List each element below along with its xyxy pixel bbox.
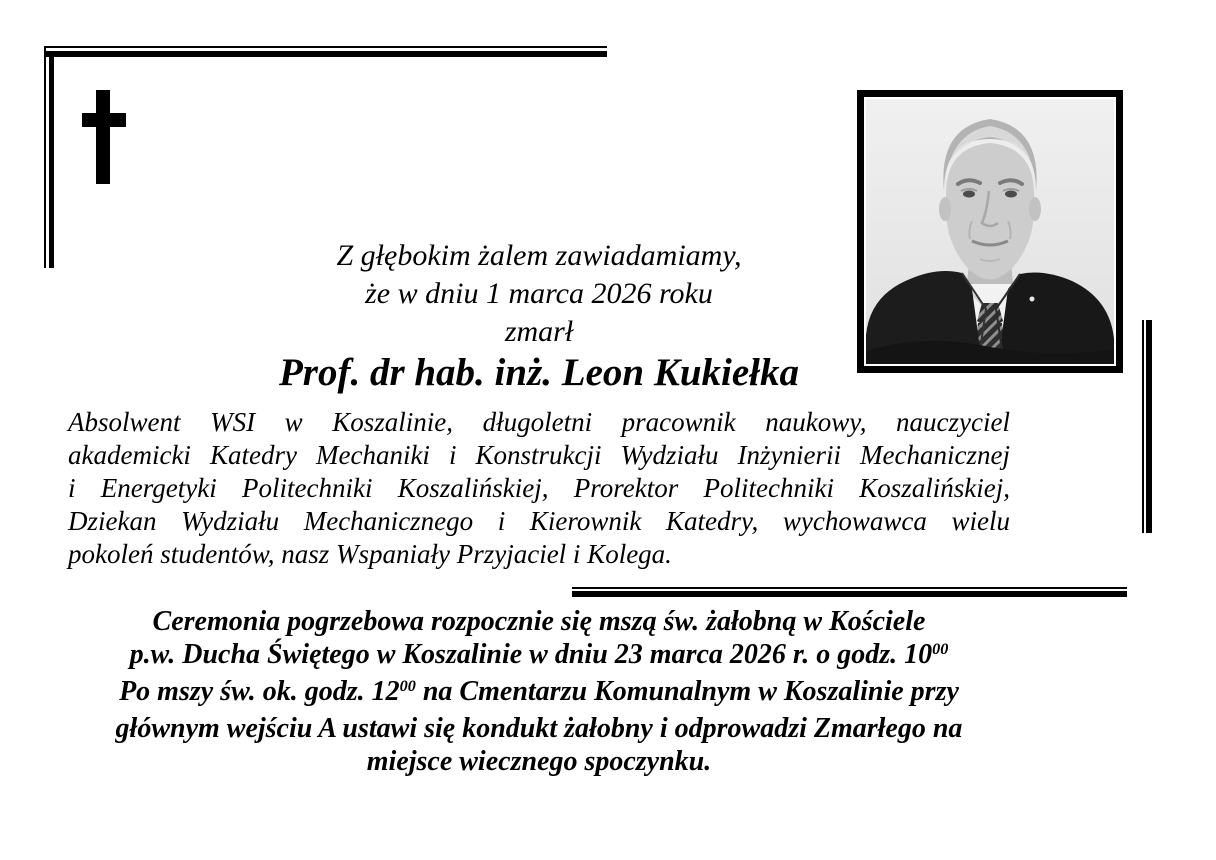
bio-line-2: akademicki Katedry Mechaniki i Konstrukcji Wydziału Inżynierii Mechanicznej xyxy=(68,440,1010,470)
frame-left-line-thick xyxy=(49,51,54,268)
ceremony-line-3 xyxy=(68,675,1010,712)
announcement-intro xyxy=(68,237,1010,351)
frame-right-line-thin xyxy=(1142,320,1144,533)
biography-paragraph xyxy=(68,406,1010,571)
ceremony-line-3-superscript: 00 xyxy=(399,677,416,696)
cross-vertical-bar xyxy=(96,90,110,184)
cross-horizontal-bar xyxy=(82,113,126,127)
ceremony-line-2-superscript: 00 xyxy=(932,640,949,659)
intro-line-3: zmarł xyxy=(504,315,574,348)
ceremony-line-4: głównym wejściu A ustawi się kondukt żałobny i odprowadzi Zmarłego na xyxy=(115,713,963,744)
ceremony-line-2 xyxy=(68,638,1010,675)
ceremony-line-2-text: p.w. Ducha Świętego w Koszalinie w dniu 23 marca 2026 r. o godz. 10 xyxy=(129,639,933,670)
ceremony-line-3-text: Po mszy św. ok. godz. 12 xyxy=(119,676,400,707)
intro-line-2: że w dniu 1 marca 2026 roku xyxy=(365,277,713,310)
deceased-name: Prof. dr hab. inż. Leon Kukiełka xyxy=(278,351,800,394)
frame-right-line-thick xyxy=(1146,320,1152,533)
frame-left-line-thin xyxy=(44,46,46,268)
intro-line-1: Z głębokim żalem zawiadamiamy, xyxy=(336,239,742,272)
frame-bottom-line-thick xyxy=(572,591,1127,597)
bio-line-3: i Energetyki Politechniki Koszalińskiej, Prorektor Politechniki Koszalińskiej, xyxy=(68,473,1010,503)
frame-top-line-thick xyxy=(44,51,607,57)
cross-icon xyxy=(82,90,126,184)
ceremony-line-1: Ceremonia pogrzebowa rozpocznie się mszą św. żałobną w Kościele xyxy=(152,606,926,637)
ceremony-line-5: miejsce wiecznego spoczynku. xyxy=(366,746,712,777)
bio-line-1: Absolwent WSI w Koszalinie, długoletni pracownik naukowy, nauczyciel xyxy=(68,407,1010,437)
ceremony-details xyxy=(68,605,1010,778)
frame-bottom-line-thin xyxy=(572,587,1127,589)
bio-line-4: Dziekan Wydziału Mechanicznego i Kierownik Katedry, wychowawca wielu xyxy=(68,506,1010,536)
ceremony-line-3-rest: na Cmentarzu Komunalnym w Koszalinie przy xyxy=(415,676,959,707)
frame-top-line-thin xyxy=(44,46,607,48)
bio-line-5: pokoleń studentów, nasz Wspaniały Przyjaciel i Kolega. xyxy=(68,539,672,569)
